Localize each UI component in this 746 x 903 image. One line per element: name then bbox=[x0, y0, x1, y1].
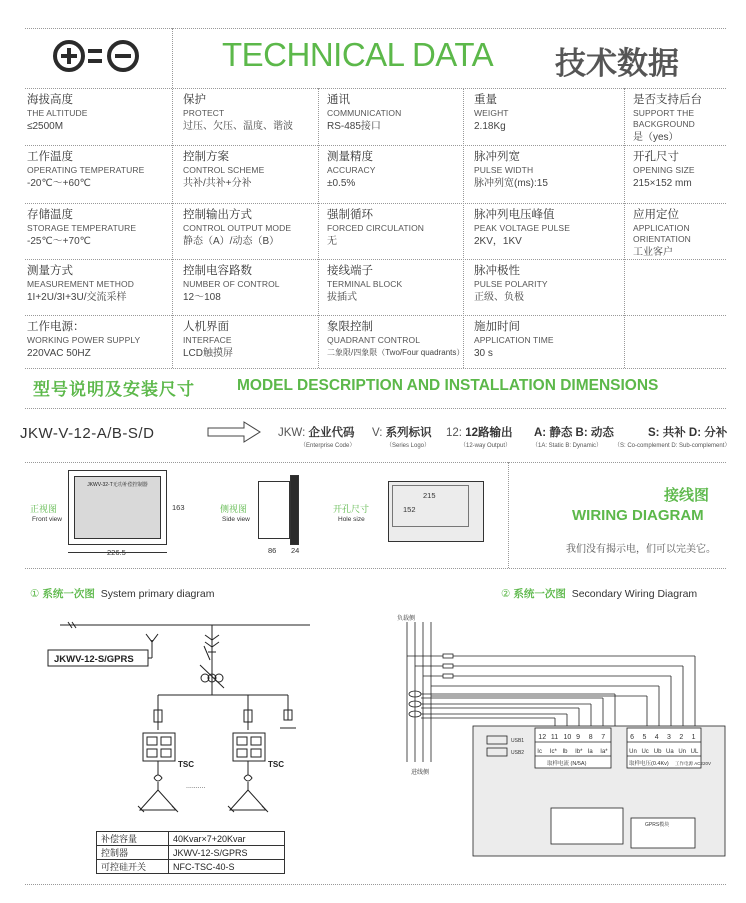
spec-value: 12～108 bbox=[183, 292, 221, 303]
spec-label-cn: 应用定位 bbox=[633, 209, 679, 221]
current-terminal-number: 9 bbox=[576, 734, 581, 741]
spec-label-cn: 保护 bbox=[183, 94, 206, 106]
spec-cell bbox=[27, 320, 167, 361]
system2-heading: ② 系统一次图 Secondary Wiring Diagram bbox=[501, 588, 698, 600]
voltage-terminal-number: 2 bbox=[679, 734, 684, 741]
table-row: 补偿容量 40Kvar×7+20Kvar bbox=[97, 832, 285, 846]
spec-label-en: INTERFACE bbox=[183, 335, 232, 346]
spec-cell bbox=[633, 150, 733, 191]
model-item-enterprise: JKW: 企业代码 bbox=[278, 427, 355, 439]
divider-bottom bbox=[25, 884, 726, 885]
model-sub-mode: （1A: Static B: Dynamic） bbox=[532, 443, 603, 449]
spec-cell bbox=[327, 320, 467, 358]
spec-cell bbox=[183, 150, 323, 191]
model-item-mode: A: 静态 B: 动态 bbox=[534, 427, 614, 439]
spec-value: -25℃～+70℃ bbox=[27, 236, 91, 247]
hole-size-label-en: Hole size bbox=[338, 516, 365, 523]
spec-value: 静态（A）/动态（B） bbox=[183, 236, 280, 247]
spec-value: 30 s bbox=[474, 348, 493, 359]
spec-label-cn: 测量精度 bbox=[327, 151, 373, 163]
spec-cell bbox=[474, 208, 614, 249]
wiring-title-en: WIRING DIAGRAM bbox=[572, 507, 704, 524]
wiring-note: 我们没有揭示电，们可以完美它。 bbox=[566, 544, 716, 555]
spec-label-cn: 通讯 bbox=[327, 94, 350, 106]
current-caption: 取样电流 (N/5A) bbox=[547, 761, 587, 767]
voltage-terminal-label: Uc bbox=[641, 749, 649, 755]
divider-views bbox=[25, 568, 726, 569]
spec-value: 过压、欠压、温度、谐波 bbox=[183, 121, 293, 132]
wiring-title-cn: 接线图 bbox=[664, 487, 710, 504]
spec-label-cn: 脉冲极性 bbox=[474, 265, 520, 277]
divider-header bbox=[25, 88, 726, 89]
voltage-terminal-number: 1 bbox=[691, 734, 696, 741]
line-side-label: 进线侧 bbox=[411, 770, 430, 776]
spec-value: 拔插式 bbox=[327, 292, 357, 303]
front-view-label-cn: 正视图 bbox=[30, 504, 58, 514]
front-dim-height: 163 bbox=[172, 503, 185, 512]
current-terminal-number: 7 bbox=[601, 734, 606, 741]
model-item-comp: S: 共补 D: 分补 bbox=[648, 427, 728, 439]
spec-label-en: QUADRANT CONTROL bbox=[327, 335, 421, 346]
system1-controller-label: JKWV-12-S/GPRS bbox=[54, 654, 134, 665]
spec-label-cn: 工作温度 bbox=[27, 151, 73, 163]
divider-model2 bbox=[25, 462, 726, 463]
voltage-terminal-number: 6 bbox=[630, 734, 635, 741]
front-dim-width: 226.5 bbox=[107, 548, 126, 557]
spec-cell bbox=[327, 208, 467, 249]
spec-cell bbox=[327, 264, 467, 305]
spec-label-en: APPLICATION ORIENTATION bbox=[633, 223, 691, 244]
divider-col1 bbox=[172, 28, 173, 368]
spec-cell bbox=[633, 93, 733, 144]
usb2-label: USB2 bbox=[511, 750, 525, 756]
spec-value: 是（yes） bbox=[633, 131, 679, 143]
spec-cell bbox=[474, 93, 614, 134]
spec-label-cn: 接线端子 bbox=[327, 265, 373, 277]
spec-label-en: NUMBER OF CONTROL bbox=[183, 279, 280, 290]
spec-label-en: WORKING POWER SUPPLY bbox=[27, 335, 141, 346]
spec-cell bbox=[183, 264, 323, 305]
spec-label-en: PULSE POLARITY bbox=[474, 279, 548, 290]
hole-dim-height: 152 bbox=[403, 505, 416, 514]
current-terminal-label: Ic bbox=[537, 749, 542, 755]
system-primary-diagram bbox=[40, 610, 320, 865]
table-row: 可控硅开关 NFC-TSC-40-S bbox=[97, 860, 285, 874]
divider-row5 bbox=[25, 368, 726, 369]
table-row: 控制器 JKWV-12-S/GPRS bbox=[97, 846, 285, 860]
current-terminal-label: Ia* bbox=[600, 749, 608, 755]
system1-dots: .......... bbox=[186, 783, 206, 790]
model-sub-comp: （S: Co-complement D: Sub-complement） bbox=[614, 443, 731, 449]
page-title-en: TECHNICAL DATA bbox=[222, 36, 494, 73]
voltage-terminal-label: Ua bbox=[666, 749, 674, 755]
divider-row1 bbox=[25, 145, 726, 146]
spec-label-en: PROTECT bbox=[183, 108, 225, 119]
voltage-terminal-label: Un bbox=[678, 749, 687, 755]
spec-label-cn: 控制输出方式 bbox=[183, 209, 252, 221]
spec-cell bbox=[327, 93, 467, 134]
front-view-label-en: Front view bbox=[32, 516, 62, 523]
side-view bbox=[258, 481, 290, 539]
current-terminal-label: Ib* bbox=[575, 749, 583, 755]
voltage-terminal-label: Ub bbox=[653, 749, 662, 755]
secondary-wiring-diagram bbox=[395, 612, 735, 862]
divider-wiring bbox=[508, 462, 509, 568]
divider-row4 bbox=[25, 315, 726, 316]
spec-label-en: STORAGE TEMPERATURE bbox=[27, 223, 137, 234]
spec-label-cn: 脉冲列宽 bbox=[474, 151, 520, 163]
spec-cell bbox=[633, 208, 733, 259]
spec-label-en: PULSE WIDTH bbox=[474, 165, 534, 176]
spec-cell bbox=[183, 320, 323, 361]
usb1-label: USB1 bbox=[511, 738, 525, 744]
spec-value: 二象限/四象限（Two/Four quadrants） bbox=[327, 348, 465, 357]
spec-value: 1I+2U/3I+3U/交流采样 bbox=[27, 292, 127, 303]
load-side-label: 负载侧 bbox=[397, 616, 416, 622]
spec-label-en: WEIGHT bbox=[474, 108, 509, 119]
spec-label-en: OPERATING TEMPERATURE bbox=[27, 165, 145, 176]
hole-size-label-cn: 开孔尺寸 bbox=[333, 504, 370, 514]
side-view-label-cn: 侧视图 bbox=[220, 504, 248, 514]
spec-cell bbox=[27, 208, 167, 249]
spec-label-en: APPLICATION TIME bbox=[474, 335, 554, 346]
page-title-cn: 技术数据 bbox=[555, 46, 679, 81]
current-terminal-number: 10 bbox=[563, 734, 572, 741]
spec-value: 共补/共补+分补 bbox=[183, 178, 252, 189]
brand-logo bbox=[52, 38, 142, 74]
spec-value: ≤2500M bbox=[27, 121, 64, 132]
spec-value: 215×152 mm bbox=[633, 178, 692, 189]
spec-label-en: SUPPORT THE BACKGROUND bbox=[633, 108, 695, 129]
spec-cell bbox=[183, 208, 323, 249]
hole-dim-width: 215 bbox=[423, 491, 436, 500]
spec-label-en: CONTROL OUTPUT MODE bbox=[183, 223, 292, 234]
model-code: JKW-V-12-A/B-S/D bbox=[20, 425, 155, 442]
divider-model bbox=[25, 408, 726, 409]
current-terminal-label: Ib bbox=[562, 749, 568, 755]
current-terminal-number: 11 bbox=[550, 734, 559, 741]
system1-tsc-label-2: TSC bbox=[268, 760, 284, 769]
current-terminal-label: Ia bbox=[587, 749, 593, 755]
system1-table bbox=[96, 831, 285, 874]
spec-value: 正级、负极 bbox=[474, 292, 524, 303]
spec-label-cn: 海拔高度 bbox=[27, 94, 73, 106]
side-view-panel bbox=[290, 475, 299, 545]
voltage-terminal-number: 3 bbox=[667, 734, 671, 741]
spec-label-en: TERMINAL BLOCK bbox=[327, 279, 403, 290]
front-view bbox=[68, 470, 167, 545]
spec-label-cn: 强制循环 bbox=[327, 209, 373, 221]
spec-label-cn: 工作电源： bbox=[27, 321, 85, 333]
front-view-screen-text: JKWV-32-T无功补偿控制器 bbox=[87, 482, 148, 488]
voltage-caption: 取样电压(0.4Kv) bbox=[629, 761, 669, 767]
spec-label-cn: 测量方式 bbox=[27, 265, 73, 277]
spec-label-en: THE ALTITUDE bbox=[27, 108, 88, 119]
voltage-terminal-number: 4 bbox=[654, 734, 659, 741]
divider-row2 bbox=[25, 203, 726, 204]
spec-label-cn: 人机界面 bbox=[183, 321, 229, 333]
spec-label-en: COMMUNICATION bbox=[327, 108, 402, 119]
spec-label-cn: 重量 bbox=[474, 94, 497, 106]
current-terminal-number: 8 bbox=[588, 734, 593, 741]
section-model-title-en: MODEL DESCRIPTION AND INSTALLATION DIMENSIONS bbox=[237, 377, 659, 394]
model-sub-series: （Series Logo） bbox=[386, 443, 431, 449]
divider-row3 bbox=[25, 259, 726, 260]
spec-label-cn: 开孔尺寸 bbox=[633, 151, 679, 163]
current-terminal-number: 12 bbox=[538, 734, 547, 741]
section-model-title-cn: 型号说明及安装尺寸 bbox=[33, 380, 195, 399]
divider-col4 bbox=[624, 88, 625, 368]
spec-cell bbox=[474, 150, 614, 191]
spec-cell bbox=[27, 150, 167, 191]
model-sub-output: （12-way Output） bbox=[460, 443, 512, 449]
spec-label-cn: 控制方案 bbox=[183, 151, 229, 163]
spec-value: 无 bbox=[327, 236, 337, 247]
voltage-terminal-label: UL bbox=[690, 749, 699, 755]
spec-label-cn: 控制电容路数 bbox=[183, 265, 252, 277]
current-terminal-label: Ic* bbox=[549, 749, 557, 755]
spec-label-en: ACCURACY bbox=[327, 165, 376, 176]
spec-value: ±0.5% bbox=[327, 178, 356, 189]
arrow-right-icon bbox=[206, 420, 262, 444]
spec-label-cn: 象限控制 bbox=[327, 321, 373, 333]
spec-cell bbox=[183, 93, 323, 134]
spec-value: LCD触摸屏 bbox=[183, 348, 234, 359]
spec-value: 2.18Kg bbox=[474, 121, 506, 132]
spec-value: 工业客户 bbox=[633, 246, 673, 258]
model-sub-enterprise: （Enterprise Code） bbox=[300, 443, 356, 449]
spec-value: 220VAC 50HZ bbox=[27, 348, 91, 359]
spec-cell bbox=[474, 264, 614, 305]
spec-cell bbox=[27, 264, 167, 305]
spec-value: RS-485接口 bbox=[327, 121, 381, 132]
spec-label-cn: 存储温度 bbox=[27, 209, 73, 221]
spec-label-en: FORCED CIRCULATION bbox=[327, 223, 425, 234]
power-caption: 工作电源 AC220V bbox=[675, 761, 712, 766]
voltage-terminal-label: Un bbox=[629, 749, 637, 755]
model-item-output: 12: 12路输出 bbox=[446, 427, 513, 439]
spec-value: -20℃～+60℃ bbox=[27, 178, 91, 189]
divider-top bbox=[25, 28, 726, 29]
model-item-series: V: 系列标识 bbox=[372, 427, 432, 439]
side-dim-panel: 24 bbox=[291, 546, 300, 555]
spec-label-en: PEAK VOLTAGE PULSE bbox=[474, 223, 570, 234]
spec-cell bbox=[327, 150, 467, 191]
side-dim-depth: 86 bbox=[268, 546, 277, 555]
spec-value: 脉冲列宽(ms):15 bbox=[474, 178, 548, 189]
spec-label-cn: 脉冲列电压峰值 bbox=[474, 209, 555, 221]
system1-tsc-label-1: TSC bbox=[178, 760, 194, 769]
spec-label-cn: 是否支持后台 bbox=[633, 94, 702, 106]
side-view-label-en: Side view bbox=[222, 516, 250, 523]
spec-label-en: CONTROL SCHEME bbox=[183, 165, 265, 176]
spec-value: 2KV，1KV bbox=[474, 236, 522, 247]
spec-cell bbox=[27, 93, 167, 134]
spec-label-en: OPENING SIZE bbox=[633, 165, 695, 176]
spec-label-cn: 施加时间 bbox=[474, 321, 520, 333]
gprs-label: GPRS模块 bbox=[645, 822, 670, 828]
spec-cell bbox=[474, 320, 614, 361]
voltage-terminal-number: 5 bbox=[642, 734, 647, 741]
spec-label-en: MEASUREMENT METHOD bbox=[27, 279, 134, 290]
system1-heading: ① 系统一次图 System primary diagram bbox=[30, 588, 215, 600]
